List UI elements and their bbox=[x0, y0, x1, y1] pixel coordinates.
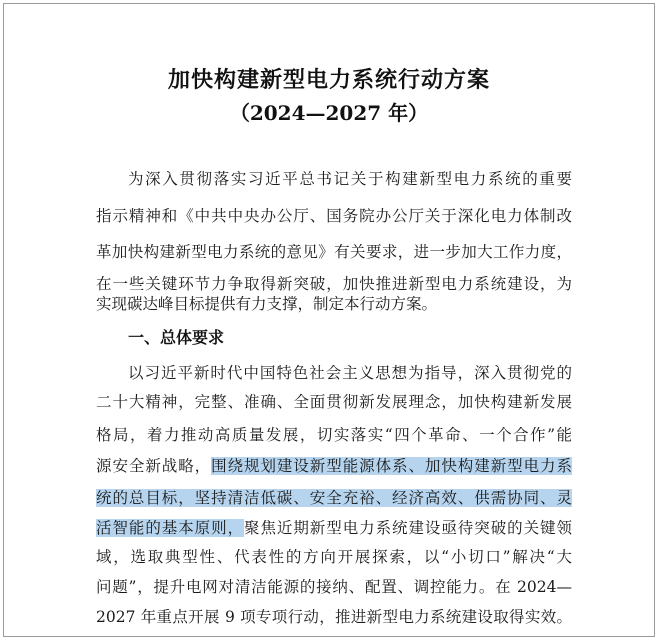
section-line bbox=[96, 483, 572, 513]
intro-line: 实现碳达峰目标提供有力支撑，制定本行动方案。 bbox=[96, 295, 438, 313]
document-subtitle: （2024—2027 年） bbox=[229, 101, 429, 125]
intro-line: 指示精神和《中共中央办公厅、国务院办公厅关于深化电力体制改 bbox=[96, 207, 572, 225]
section-line: 以习近平新时代中国特色社会主义思想为指导，深入贯彻党的 bbox=[128, 364, 572, 382]
intro-line: 在一些关键环节力争取得新突破，加快推进新型电力系统建设，为 bbox=[96, 275, 572, 293]
section-line bbox=[96, 513, 572, 543]
section-line-text: 聚焦近期新型电力系统建设亟待突破的关键领 bbox=[244, 519, 572, 537]
section-line: 问题”，提升电网对清洁能源的接纳、配置、调控能力。在 2024— bbox=[96, 578, 572, 596]
intro-line: 革加快构建新型电力系统的意见》有关要求，进一步加大工作力度， bbox=[96, 243, 572, 261]
highlighted-text[interactable]: 围绕规划建设新型能源体系、加快构建新型电力系 bbox=[211, 457, 572, 475]
section-line bbox=[96, 451, 572, 481]
document-page bbox=[3, 3, 655, 637]
section-line-text: 源安全新战略， bbox=[96, 457, 212, 475]
section-line: 域，选取典型性、代表性的方向开展探索，以“小切口”解决“大 bbox=[96, 548, 572, 566]
section-heading: 一、总体要求 bbox=[128, 328, 225, 347]
section-line: 格局，着力推动高质量发展，切实落实“四个革命、一个合作”能 bbox=[96, 426, 572, 444]
section-line: 2027 年重点开展 9 项专项行动，推进新型电力系统建设取得实效。 bbox=[96, 608, 572, 626]
highlighted-text[interactable]: 统的总目标，坚持清洁低碳、安全充裕、经济高效、供需协同、灵 bbox=[96, 489, 572, 507]
section-line: 二十大精神，完整、准确、全面贯彻新发展理念，加快构建新发展 bbox=[96, 393, 572, 411]
highlighted-text[interactable]: 活智能的基本原则， bbox=[96, 519, 245, 537]
document-title: 加快构建新型电力系统行动方案 bbox=[167, 67, 490, 93]
intro-line: 为深入贯彻落实习近平总书记关于构建新型电力系统的重要 bbox=[128, 170, 572, 188]
